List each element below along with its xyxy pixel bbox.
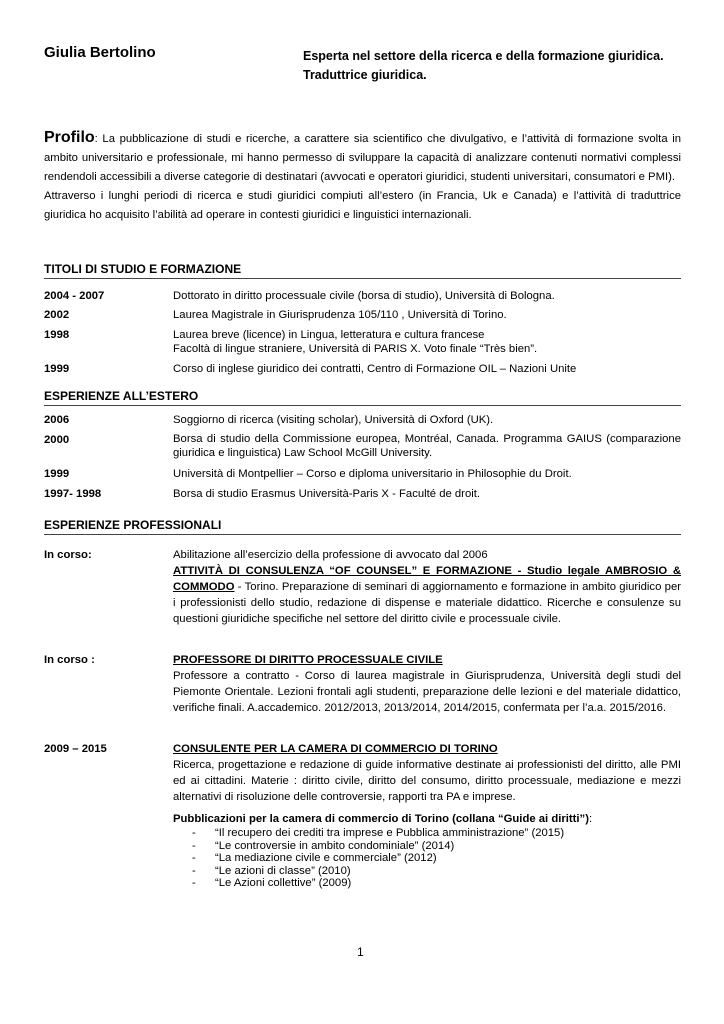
publication-item: [173, 865, 681, 878]
entry-body: [173, 741, 681, 890]
row-year: 1997- 1998: [44, 488, 102, 500]
headline-line-2: Traduttrice giuridica.: [303, 68, 427, 82]
entry-desc: [173, 563, 681, 627]
row-year: 1999: [44, 363, 70, 375]
profile-text-1: : La pubblicazione di studi e ricerche, a carattere sia scientifico che divulgativo, e l’attività di formazione svolta in ambito universitario e professionale, mi hanno permesso di sviluppare la capacità di analizzare contenuti normativi complessi rendendoli accessibili a diverse categorie di destinatari (avvocati e operatori giuridici, studenti universitari, consumatori e PMI).: [44, 133, 681, 183]
cv-name: Giulia Bertolino: [44, 44, 156, 61]
dash-bullet: -: [192, 852, 196, 864]
profile-paragraph-1: [44, 128, 681, 187]
row-text: Soggiorno di ricerca (visiting scholar), Università di Oxford (UK).: [173, 414, 494, 426]
dash-bullet: -: [192, 827, 196, 839]
profile-label: Profilo: [44, 129, 95, 146]
entry-title: ATTIVITÀ DI CONSULENZA “OF COUNSEL” E FORMAZIONE - Studio legale AMBROSIO & COMMODO: [173, 565, 681, 593]
entry-title: CONSULENTE PER LA CAMERA DI COMMERCIO DI TORINO: [173, 743, 498, 755]
cv-headline: [303, 47, 664, 85]
entry-desc: Professore a contratto - Corso di laurea magistrale in Giurisprudenza, Università degli studi del Piemonte Orientale. Lezioni frontali agli studenti, preparazione delle lezioni e del materiale didattico, verifiche finali. A.accademico. 2012/2013, 2013/2014, 2014/2015, confermata per l’a.a. 2015/2016.: [173, 670, 681, 714]
publications-colon: :: [588, 813, 593, 825]
section-heading-estero: ESPERIENZE ALL’ESTERO: [44, 389, 681, 406]
entry-title: PROFESSORE DI DIRITTO PROCESSUALE CIVILE: [173, 654, 443, 666]
entry-desc: Ricerca, progettazione e redazione di guide informative destinate ai professionisti del diritto, alle PMI ed ai cittadini. Materie : diritto civile, diritto del consumo, diritto processuale, mediazione e mezzi alternativi di risoluzione delle controversie, rapporti tra PA e imprese.: [173, 759, 681, 803]
row-text-line-2: Facoltà di lingue straniere, Università di PARIS X. Voto finale “Très bien”.: [173, 343, 538, 355]
publication-title: “Il recupero dei crediti tra imprese e Pubblica amministrazione” (2015): [215, 827, 565, 839]
row-text-line-1: Laurea breve (licence) in Lingua, letteratura e cultura francese: [173, 329, 485, 341]
publication-title: “Le azioni di classe” (2010): [215, 864, 351, 877]
publication-item: [173, 827, 681, 840]
entry-date: In corso :: [44, 654, 95, 666]
section-heading-professionali: ESPERIENZE PROFESSIONALI: [44, 518, 681, 535]
publication-item: [173, 840, 681, 853]
publications-title: Pubblicazioni per la camera di commercio di Torino (collana “Guide ai diritti”): [173, 813, 589, 825]
headline-line-1: Esperta nel settore della ricerca e della formazione giuridica.: [303, 49, 664, 63]
row-year: 2002: [44, 309, 70, 321]
row-text: Corso di inglese giuridico dei contratti, Centro di Formazione OIL – Nazioni Unite: [173, 363, 577, 375]
publication-item: [173, 852, 681, 865]
entry-body: [173, 652, 681, 716]
entry-desc-text: - Torino. Preparazione di seminari di aggiornamento e formazione in ambito giuridico per i professionisti dello studio, redazione di dispense e materiale didattico. Ricerche e consulenze su questioni giuridiche specifiche nel settore del diritto civile e processuale civile.: [173, 581, 681, 625]
profile-section: [44, 128, 681, 225]
row-year: 2006: [44, 414, 70, 426]
row-year: 1998: [44, 329, 70, 341]
row-year: 2000: [44, 434, 70, 446]
entry-date: 2009 – 2015: [44, 743, 107, 755]
section-heading-titoli: TITOLI DI STUDIO E FORMAZIONE: [44, 262, 681, 279]
row-text: Dottorato in diritto processuale civile (borsa di studio), Università di Bologna.: [173, 290, 555, 302]
publications-list: [173, 827, 681, 890]
dash-bullet: -: [192, 877, 196, 889]
row-text: [173, 327, 681, 355]
publication-title: “La mediazione civile e commerciale” (2012): [215, 852, 437, 864]
row-text: Università di Montpellier – Corso e diploma universitario in Philosophie du Droit.: [173, 468, 572, 480]
publication-title: “Le controversie in ambito condominiale” (2014): [215, 839, 455, 852]
dash-bullet: -: [192, 839, 196, 852]
publication-item: [173, 877, 681, 890]
row-text: Laurea Magistrale in Giurisprudenza 105/110 , Università di Torino.: [173, 309, 507, 321]
entry-line: Abilitazione all’esercizio della professione di avvocato dal 2006: [173, 549, 488, 561]
dash-bullet: -: [192, 864, 196, 877]
row-text: Borsa di studio Erasmus Università-Paris X - Faculté de droit.: [173, 488, 481, 500]
row-year: 1999: [44, 468, 70, 480]
row-text: Borsa di studio della Commissione europea, Montréal, Canada. Programma GAIUS (comparazione giuridica e linguistica) Law School McGill University.: [173, 433, 681, 459]
page-number: 1: [357, 945, 364, 959]
row-year: 2004 - 2007: [44, 290, 105, 302]
entry-date: In corso:: [44, 549, 92, 561]
publication-title: “Le Azioni collettive” (2009): [215, 877, 352, 889]
publications-heading: [173, 811, 681, 827]
profile-paragraph-2: Attraverso i lunghi periodi di ricerca e studi giuridici compiuti all’estero (in Francia, Uk e Canada) e l’attività di traduttrice giuridica ho acquisito l’abilità ad operare in contesti giuridici e linguistici internazionali.: [44, 190, 681, 221]
entry-body: [173, 547, 681, 627]
